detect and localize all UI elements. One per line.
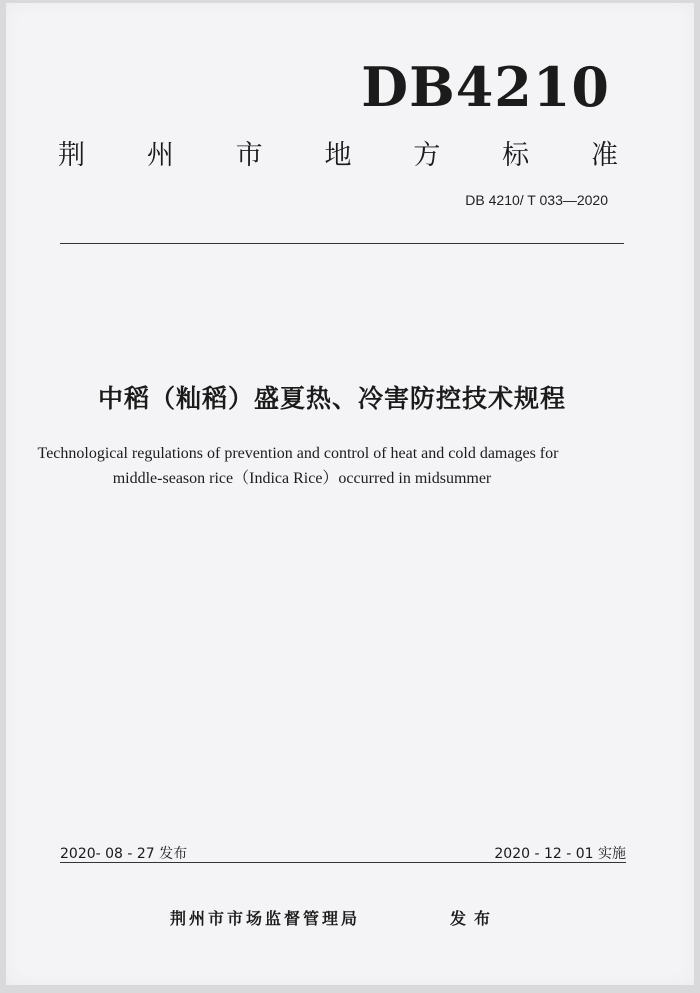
standard-type-char: 地 [324,140,352,171]
document-title-english [6,441,590,491]
standard-code: DB4210 [361,55,610,119]
document-page [6,3,694,985]
standard-type-char: 州 [146,140,174,171]
english-title-line-1: Technological regulations of prevention and control of heat and cold damages for [37,445,559,462]
english-title-line-2: middle-season rice（Indica Rice）occurred in midsummer [112,470,492,487]
standard-type-title [58,133,618,172]
issue-date: 2020- 08 - 27 发布 [60,846,188,862]
standard-type-char: 标 [502,140,530,171]
document-title-chinese: 中稻（籼稻）盛夏热、冷害防控技术规程 [97,384,566,413]
standard-type-char: 准 [590,140,618,171]
footer-divider [60,862,626,863]
issuer-verb: 发布 [450,909,499,928]
implementation-date: 2020 - 12 - 01 实施 [494,846,626,862]
header-divider [60,243,624,244]
standard-type-char: 荆 [58,140,85,171]
issuing-authority: 荆州市市场监督管理局 [170,909,361,928]
standard-number: DB 4210/ T 033—2020 [465,192,608,208]
standard-type-char: 方 [413,140,441,171]
standard-type-char: 市 [235,140,263,171]
